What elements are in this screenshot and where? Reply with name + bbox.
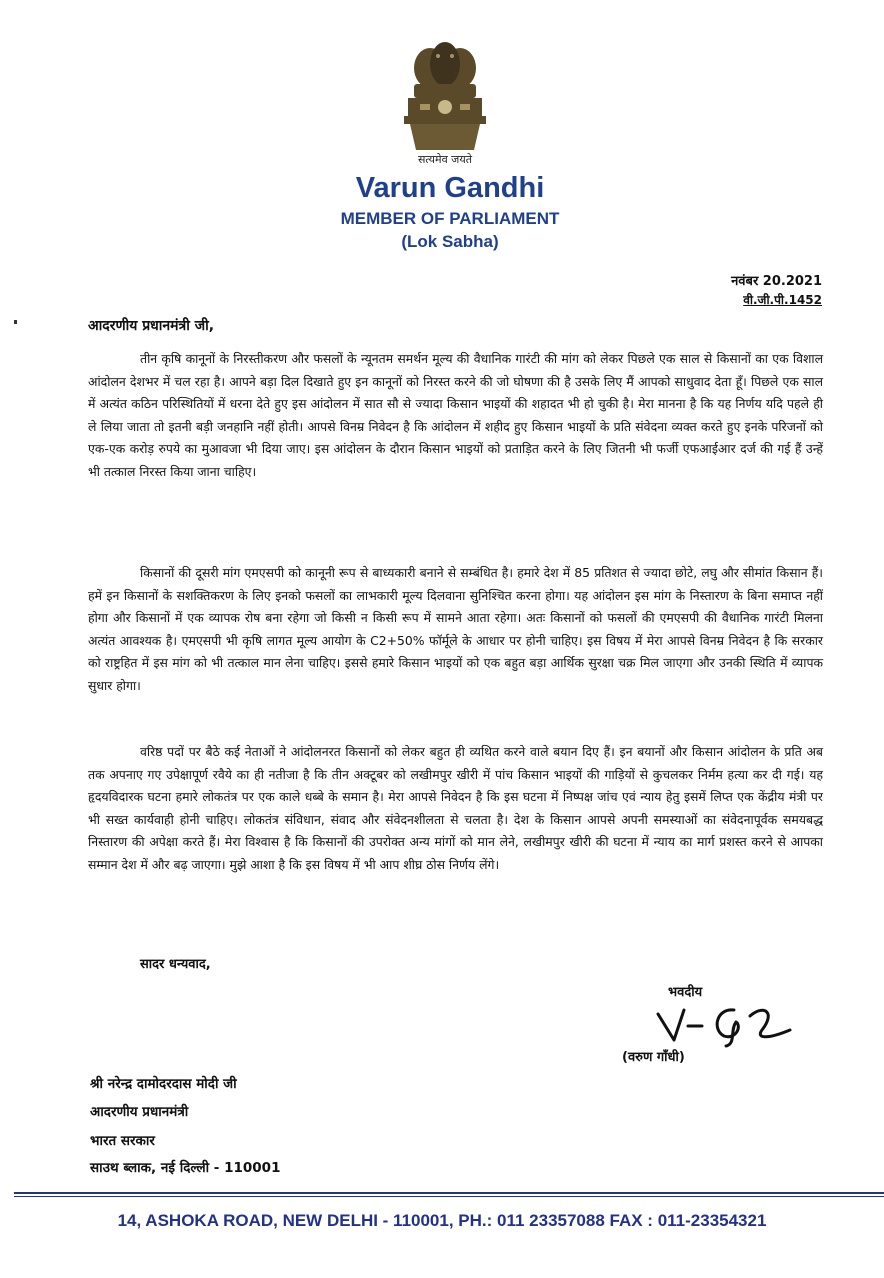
closing-line: सादर धन्यवाद,: [140, 957, 211, 972]
recipient-office: भारत सरकार: [90, 1133, 155, 1149]
signatory-name: (वरुण गाँधी): [622, 1050, 685, 1065]
footer-rule: [14, 1192, 884, 1194]
footer-address: 14, ASHOKA ROAD, NEW DELHI - 110001, PH.: 011 23357088 FAX : 011-23354321: [117, 1211, 767, 1230]
letterhead-name: Varun Gandhi: [355, 172, 545, 204]
recipient-address: साउथ ब्लाक, नई दिल्ली - 110001: [90, 1160, 281, 1176]
body-paragraph-3: वरिष्ठ पदों पर बैठे कई नेताओं ने आंदोलनरत किसानों को लेकर बहुत ही व्यथित करने वाले बयान दिए हैं। इन बयानों और किसान आंदोलन के प्रति अब तक अपनाए गए उपेक्षापूर्ण रवैये का ही नतीजा है कि तीन अक्टूबर को लखीमपुर खीरी में पांच किसान भाइयों की गाड़ियों से कुचलकर निर्मम हत्या कर दी गई। यह हृदयविदारक घटना हमारे लोकतंत्र पर एक काले धब्बे के समान है। मेरा आपसे निवेदन है कि इस घटना में निष्पक्ष जांच एवं न्याय हेतु इसमें लिप्त एक केंद्रीय मंत्री पर भी सख्त कार्यवाही होनी चाहिए। लोकतंत्र संविधान, संवाद और संवेदनशीलता से चलता है। देश के किसान आपसे अपनी समस्याओं का संवेदनापूर्वक समयबद्ध निस्तारण की अपेक्षा करते हैं। मेरा विश्वास है कि किसानों की उपरोक्त अन्य मांगों को मान लेने, लखीमपुर खीरी की घटना में न्याय का मार्ग प्रशस्त करने से आपका सम्मान देश में और बढ़ जाएगा। मुझे आशा है कि इस विषय में भी आप शीघ्र ठोस निर्णय लेंगे।: [88, 744, 823, 872]
salutation: आदरणीय प्रधानमंत्री जी,: [88, 318, 215, 334]
body-paragraph-2: किसानों की दूसरी मांग एमएसपी को कानूनी रूप से बाध्यकारी बनाने से सम्बंधित है। हमारे देश में 85 प्रतिशत से ज्यादा छोटे, लघु और सीमांत किसान हैं। हमें इन किसानों के सशक्तिकरण के लिए इनको फसलों का लाभकारी मूल्य दिलवाना सुनिश्चित करना होगा। यह आंदोलन इस मांग के निस्तारण के बिना समाप्त नहीं होगा और किसानों में एक व्यापक रोष बना रहेगा जो किसी न किसी रूप में सामने आता रहेगा। अतः किसानों को फसलों की एमएसपी की वैधानिक गारंटी मिलना अत्यंत आवश्यक है। एमएसपी भी कृषि लागत मूल्य आयोग के C2+50% फॉर्मूले के आधार पर होनी चाहिए। इस विषय में मेरा आपसे विनम्र निवेदन है कि सरकार को राष्ट्रहित में इस मांग को भी तत्काल मान लेना चाहिए। इससे हमारे किसान भाइयों को एक बहुत बड़ा आर्थिक सुरक्षा चक्र मिल जाएगा और उनकी स्थिति में व्यापक सुधार होगा।: [88, 565, 823, 693]
margin-mark: [14, 320, 17, 324]
letterhead-title: MEMBER OF PARLIAMENT: [340, 209, 560, 228]
body-paragraph-1: तीन कृषि कानूनों के निरस्तीकरण और फसलों के न्यूनतम समर्थन मूल्य की वैधानिक गारंटी की मांग को लेकर पिछले एक साल से किसानों का एक विशाल आंदोलन देशभर में चल रहा है। आपने बड़ा दिल दिखाते हुए इन कानूनों को निरस्त करने की जो घोषणा की है उसके लिए मैं आपको साधुवाद देता हूँ। पिछले एक साल में अत्यंत कठिन परिस्थितियों में धरना देते हुए इस आंदोलन में सात सौ से ज्यादा किसान भाइयों की शहादत भी हो चुकी है। मेरा मानना है कि यह निर्णय यदि पहले ही ले लिया जाता तो इतनी बड़ी जनहानि नहीं होती। आपसे विनम्र निवेदन है कि आंदोलन में शहीद हुए किसान भाइयों के प्रति संवेदना व्यक्त करते हुए इनके परिजनों को एक-एक करोड़ रुपये का मुआवजा भी दिया जाए। इस आंदोलन के दौरान किसान भाइयों को प्रताड़ित करने के लिए जितनी भी फर्जी एफआईआर दर्ज की गई हैं उन्हें भी तत्काल निरस्त किया जाना चाहिए।: [88, 351, 823, 479]
national-emblem-icon: [400, 38, 490, 158]
letter-reference: वी.जी.पी.1452: [743, 293, 822, 307]
emblem-motto: सत्यमेव जयते: [417, 153, 472, 166]
sign-off-yours: भवदीय: [668, 985, 703, 1000]
footer-rule-thin: [14, 1196, 884, 1197]
letterhead-house: (Lok Sabha): [401, 232, 499, 251]
handwritten-signature: [650, 1000, 800, 1048]
letter-date: नवंबर 20.2021: [731, 274, 822, 289]
recipient-name: श्री नरेन्द्र दामोदरदास मोदी जी: [90, 1076, 237, 1092]
recipient-designation: आदरणीय प्रधानमंत्री: [90, 1104, 189, 1120]
